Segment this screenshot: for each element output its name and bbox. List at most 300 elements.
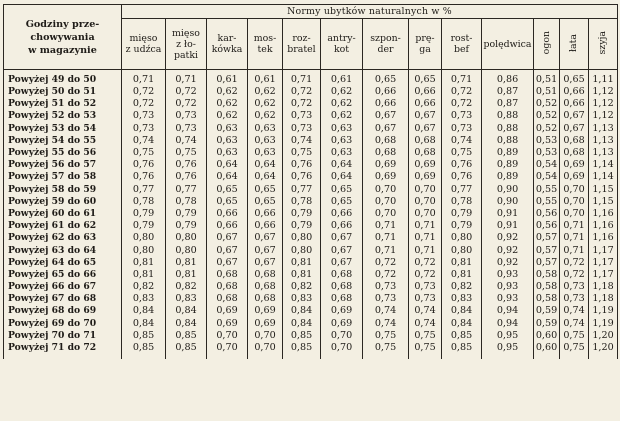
table-cell: 0,65 bbox=[321, 196, 363, 208]
table-row bbox=[4, 86, 618, 98]
table-cell: 0,61 bbox=[207, 70, 248, 87]
table-row bbox=[4, 70, 618, 87]
table-cell: 0,89 bbox=[482, 171, 534, 183]
table-row bbox=[4, 318, 618, 330]
table-cell: 1,14 bbox=[589, 159, 618, 171]
table-cell: 0,71 bbox=[409, 232, 442, 244]
table-cell: 0,63 bbox=[207, 135, 248, 147]
table-cell: 0,79 bbox=[442, 220, 482, 232]
table-row bbox=[4, 232, 618, 244]
table-cell: 0,69 bbox=[363, 171, 409, 183]
table-cell: 0,75 bbox=[363, 342, 409, 359]
table-cell: 0,79 bbox=[442, 208, 482, 220]
table-cell: 1,18 bbox=[589, 281, 618, 293]
table-row bbox=[4, 123, 618, 135]
table-cell: 0,68 bbox=[248, 269, 283, 281]
table-cell: 0,67 bbox=[207, 232, 248, 244]
table-cell: 0,85 bbox=[122, 342, 166, 359]
table-cell: 0,74 bbox=[560, 305, 589, 317]
column-header: antry- kot bbox=[321, 19, 363, 70]
table-cell: 0,52 bbox=[534, 98, 560, 110]
table-cell: 1,16 bbox=[589, 232, 618, 244]
table-row bbox=[4, 171, 618, 183]
table-header bbox=[4, 5, 618, 70]
table-cell: 1,13 bbox=[589, 123, 618, 135]
table-row bbox=[4, 269, 618, 281]
table-cell: 0,80 bbox=[442, 244, 482, 256]
table-cell: 0,58 bbox=[534, 269, 560, 281]
table-cell: 0,76 bbox=[283, 171, 321, 183]
table-cell: 0,73 bbox=[560, 281, 589, 293]
row-label: Powyżej 59 do 60 bbox=[4, 196, 122, 208]
table-row bbox=[4, 147, 618, 159]
table-cell: 0,72 bbox=[283, 86, 321, 98]
table-cell: 0,59 bbox=[534, 305, 560, 317]
row-label: Powyżej 58 do 59 bbox=[4, 184, 122, 196]
table-cell: 0,85 bbox=[442, 330, 482, 342]
table-cell: 0,70 bbox=[321, 342, 363, 359]
table-cell: 1,19 bbox=[589, 318, 618, 330]
table-cell: 0,68 bbox=[248, 293, 283, 305]
table-cell: 1,20 bbox=[589, 330, 618, 342]
table-cell: 0,63 bbox=[207, 147, 248, 159]
table-cell: 0,65 bbox=[363, 70, 409, 87]
table-cell: 0,52 bbox=[534, 110, 560, 122]
table-cell: 0,62 bbox=[321, 86, 363, 98]
table-cell: 0,83 bbox=[122, 293, 166, 305]
table-cell: 0,66 bbox=[560, 86, 589, 98]
row-label: Powyżej 56 do 57 bbox=[4, 159, 122, 171]
table-cell: 0,75 bbox=[409, 342, 442, 359]
row-label: Powyżej 50 do 51 bbox=[4, 86, 122, 98]
table-cell: 0,90 bbox=[482, 184, 534, 196]
table-cell: 1,16 bbox=[589, 220, 618, 232]
table-cell: 0,71 bbox=[363, 244, 409, 256]
column-header bbox=[589, 19, 618, 70]
table-body bbox=[4, 70, 618, 360]
table-cell: 0,64 bbox=[321, 159, 363, 171]
table-cell: 0,72 bbox=[122, 98, 166, 110]
table-cell: 1,12 bbox=[589, 110, 618, 122]
table-cell: 0,61 bbox=[248, 70, 283, 87]
table-cell: 0,62 bbox=[207, 98, 248, 110]
row-label-header: Godziny prze- chowywania w magazynie bbox=[4, 5, 122, 70]
table-cell: 0,73 bbox=[122, 110, 166, 122]
header-row-group bbox=[4, 5, 618, 19]
table-cell: 0,72 bbox=[560, 269, 589, 281]
column-header: kar- kówka bbox=[207, 19, 248, 70]
row-label: Powyżej 57 do 58 bbox=[4, 171, 122, 183]
table-cell: 0,72 bbox=[166, 86, 207, 98]
table-cell: 0,67 bbox=[560, 110, 589, 122]
table-cell: 0,61 bbox=[321, 70, 363, 87]
table-cell: 0,62 bbox=[248, 110, 283, 122]
table-cell: 0,72 bbox=[363, 257, 409, 269]
table-cell: 0,55 bbox=[534, 184, 560, 196]
table-cell: 0,53 bbox=[534, 135, 560, 147]
table-cell: 0,63 bbox=[321, 147, 363, 159]
table-cell: 0,80 bbox=[283, 244, 321, 256]
table-cell: 1,11 bbox=[589, 70, 618, 87]
table-cell: 0,72 bbox=[442, 98, 482, 110]
table-cell: 0,73 bbox=[283, 110, 321, 122]
group-title-header: Normy ubytków naturalnych w % bbox=[122, 5, 618, 19]
table-cell: 0,84 bbox=[283, 305, 321, 317]
row-label: Powyżej 69 do 70 bbox=[4, 318, 122, 330]
table-cell: 0,88 bbox=[482, 135, 534, 147]
table-cell: 0,84 bbox=[166, 318, 207, 330]
table-cell: 0,71 bbox=[409, 244, 442, 256]
table-cell: 0,60 bbox=[534, 342, 560, 359]
table-cell: 0,77 bbox=[166, 184, 207, 196]
table-cell: 0,81 bbox=[166, 257, 207, 269]
table-cell: 0,65 bbox=[207, 196, 248, 208]
table-cell: 0,81 bbox=[283, 257, 321, 269]
table-cell: 0,72 bbox=[409, 257, 442, 269]
table-cell: 0,75 bbox=[283, 147, 321, 159]
table-cell: 1,17 bbox=[589, 244, 618, 256]
column-header: polędwica bbox=[482, 19, 534, 70]
column-header-label: szyja bbox=[597, 30, 608, 55]
table-cell: 0,65 bbox=[560, 70, 589, 87]
table-cell: 0,80 bbox=[283, 232, 321, 244]
table-cell: 0,92 bbox=[482, 244, 534, 256]
table-cell: 0,79 bbox=[283, 208, 321, 220]
table-row bbox=[4, 257, 618, 269]
table-cell: 0,75 bbox=[442, 147, 482, 159]
row-label: Powyżej 71 do 72 bbox=[4, 342, 122, 359]
table-cell: 1,12 bbox=[589, 98, 618, 110]
table-cell: 0,74 bbox=[363, 305, 409, 317]
table-cell: 0,69 bbox=[248, 318, 283, 330]
table-cell: 0,78 bbox=[442, 196, 482, 208]
table-cell: 1,12 bbox=[589, 86, 618, 98]
table-cell: 0,73 bbox=[363, 281, 409, 293]
table-cell: 0,82 bbox=[283, 281, 321, 293]
column-header: prę- ga bbox=[409, 19, 442, 70]
table-cell: 0,85 bbox=[122, 330, 166, 342]
table-cell: 0,62 bbox=[321, 110, 363, 122]
table-cell: 0,95 bbox=[482, 342, 534, 359]
table-cell: 0,68 bbox=[363, 135, 409, 147]
table-cell: 0,76 bbox=[166, 171, 207, 183]
column-header: mięso z udźca bbox=[122, 19, 166, 70]
table-cell: 0,80 bbox=[122, 232, 166, 244]
table-cell: 0,82 bbox=[122, 281, 166, 293]
table-cell: 0,95 bbox=[482, 330, 534, 342]
table-cell: 0,94 bbox=[482, 305, 534, 317]
table-cell: 1,13 bbox=[589, 135, 618, 147]
table-cell: 0,70 bbox=[560, 208, 589, 220]
table-cell: 0,82 bbox=[166, 281, 207, 293]
table-cell: 0,62 bbox=[207, 110, 248, 122]
table-cell: 0,66 bbox=[363, 86, 409, 98]
table-cell: 0,73 bbox=[363, 293, 409, 305]
table-cell: 0,79 bbox=[122, 220, 166, 232]
table-cell: 0,54 bbox=[534, 159, 560, 171]
table-cell: 0,74 bbox=[122, 135, 166, 147]
table-cell: 1,18 bbox=[589, 293, 618, 305]
table-cell: 0,67 bbox=[248, 257, 283, 269]
row-label: Powyżej 63 do 64 bbox=[4, 244, 122, 256]
table-cell: 0,93 bbox=[482, 269, 534, 281]
table-cell: 0,70 bbox=[409, 184, 442, 196]
table-cell: 0,69 bbox=[409, 159, 442, 171]
table-cell: 0,68 bbox=[207, 281, 248, 293]
table-cell: 0,69 bbox=[321, 305, 363, 317]
table-cell: 0,77 bbox=[442, 184, 482, 196]
table-cell: 0,55 bbox=[534, 196, 560, 208]
table-row bbox=[4, 281, 618, 293]
table-row bbox=[4, 208, 618, 220]
table-cell: 0,82 bbox=[442, 281, 482, 293]
column-header: mięso z ło- patki bbox=[166, 19, 207, 70]
table-cell: 0,74 bbox=[363, 318, 409, 330]
table-cell: 0,74 bbox=[442, 135, 482, 147]
table-cell: 0,54 bbox=[534, 171, 560, 183]
table-cell: 0,67 bbox=[321, 257, 363, 269]
table-cell: 0,57 bbox=[534, 244, 560, 256]
table-cell: 0,68 bbox=[363, 147, 409, 159]
table-cell: 0,75 bbox=[363, 330, 409, 342]
table-cell: 0,73 bbox=[442, 110, 482, 122]
table-cell: 0,70 bbox=[248, 330, 283, 342]
table-cell: 0,65 bbox=[321, 184, 363, 196]
table-cell: 0,67 bbox=[321, 244, 363, 256]
row-label: Powyżej 49 do 50 bbox=[4, 70, 122, 87]
table-cell: 0,85 bbox=[166, 330, 207, 342]
table-cell: 0,89 bbox=[482, 159, 534, 171]
table-cell: 1,17 bbox=[589, 257, 618, 269]
table-cell: 0,62 bbox=[321, 98, 363, 110]
table-cell: 0,79 bbox=[166, 208, 207, 220]
table-cell: 0,71 bbox=[560, 220, 589, 232]
table-cell: 0,70 bbox=[321, 330, 363, 342]
table-cell: 0,71 bbox=[283, 70, 321, 87]
table-row bbox=[4, 330, 618, 342]
table-cell: 0,75 bbox=[409, 330, 442, 342]
table-cell: 0,53 bbox=[534, 147, 560, 159]
table-cell: 0,68 bbox=[321, 269, 363, 281]
table-cell: 0,81 bbox=[442, 269, 482, 281]
table-cell: 0,85 bbox=[283, 330, 321, 342]
table-cell: 0,70 bbox=[363, 208, 409, 220]
table-cell: 0,79 bbox=[283, 220, 321, 232]
table-cell: 0,80 bbox=[166, 232, 207, 244]
table-cell: 0,60 bbox=[534, 330, 560, 342]
table-cell: 0,75 bbox=[166, 147, 207, 159]
table-cell: 0,69 bbox=[207, 305, 248, 317]
table-cell: 0,62 bbox=[248, 86, 283, 98]
table-cell: 0,84 bbox=[442, 318, 482, 330]
column-header: szpon- der bbox=[363, 19, 409, 70]
table-cell: 0,73 bbox=[409, 281, 442, 293]
table-cell: 0,66 bbox=[248, 220, 283, 232]
table-cell: 0,83 bbox=[166, 293, 207, 305]
table-cell: 0,65 bbox=[248, 184, 283, 196]
table-cell: 1,19 bbox=[589, 305, 618, 317]
table-cell: 0,74 bbox=[283, 135, 321, 147]
table-cell: 0,71 bbox=[363, 220, 409, 232]
table-cell: 0,69 bbox=[560, 159, 589, 171]
table-cell: 0,64 bbox=[207, 159, 248, 171]
table-cell: 0,57 bbox=[534, 232, 560, 244]
table-cell: 0,71 bbox=[442, 70, 482, 87]
table-cell: 0,70 bbox=[207, 342, 248, 359]
table-cell: 0,74 bbox=[409, 305, 442, 317]
table-cell: 0,70 bbox=[363, 196, 409, 208]
table-cell: 0,72 bbox=[442, 86, 482, 98]
table-row bbox=[4, 342, 618, 359]
table-cell: 0,65 bbox=[207, 184, 248, 196]
table-cell: 0,84 bbox=[122, 318, 166, 330]
table-cell: 0,70 bbox=[363, 184, 409, 196]
table-cell: 0,72 bbox=[409, 269, 442, 281]
table-cell: 0,67 bbox=[321, 232, 363, 244]
table-cell: 0,62 bbox=[248, 98, 283, 110]
table-cell: 0,77 bbox=[283, 184, 321, 196]
row-label: Powyżej 55 do 56 bbox=[4, 147, 122, 159]
table-cell: 0,62 bbox=[207, 86, 248, 98]
table-cell: 0,71 bbox=[409, 220, 442, 232]
table-row bbox=[4, 184, 618, 196]
table-cell: 0,77 bbox=[122, 184, 166, 196]
table-cell: 0,93 bbox=[482, 293, 534, 305]
table-cell: 0,72 bbox=[122, 86, 166, 98]
table-cell: 0,84 bbox=[283, 318, 321, 330]
table-cell: 0,78 bbox=[166, 196, 207, 208]
table-cell: 0,67 bbox=[207, 244, 248, 256]
table-cell: 0,87 bbox=[482, 86, 534, 98]
table-cell: 0,63 bbox=[248, 147, 283, 159]
table-cell: 0,75 bbox=[560, 342, 589, 359]
table-cell: 0,70 bbox=[207, 330, 248, 342]
table-cell: 0,70 bbox=[409, 196, 442, 208]
table-cell: 0,69 bbox=[363, 159, 409, 171]
table-cell: 0,70 bbox=[560, 196, 589, 208]
table-cell: 0,86 bbox=[482, 70, 534, 87]
table-cell: 0,66 bbox=[409, 86, 442, 98]
table-cell: 0,63 bbox=[248, 123, 283, 135]
table-cell: 0,85 bbox=[166, 342, 207, 359]
table-cell: 0,56 bbox=[534, 208, 560, 220]
table-cell: 0,83 bbox=[442, 293, 482, 305]
table-cell: 0,80 bbox=[442, 232, 482, 244]
table-cell: 0,72 bbox=[363, 269, 409, 281]
table-cell: 0,80 bbox=[122, 244, 166, 256]
row-label: Powyżej 62 do 63 bbox=[4, 232, 122, 244]
column-header bbox=[534, 19, 560, 70]
row-label: Powyżej 70 do 71 bbox=[4, 330, 122, 342]
table-row bbox=[4, 244, 618, 256]
table-cell: 0,68 bbox=[248, 281, 283, 293]
table-cell: 1,14 bbox=[589, 171, 618, 183]
table-cell: 0,73 bbox=[442, 123, 482, 135]
table-cell: 0,67 bbox=[207, 257, 248, 269]
table-cell: 0,68 bbox=[321, 281, 363, 293]
table-cell: 0,88 bbox=[482, 110, 534, 122]
table-cell: 0,67 bbox=[560, 123, 589, 135]
table-cell: 0,91 bbox=[482, 220, 534, 232]
table-cell: 0,68 bbox=[409, 147, 442, 159]
loss-norms-table bbox=[3, 4, 618, 359]
table-cell: 0,89 bbox=[482, 147, 534, 159]
table-cell: 1,15 bbox=[589, 196, 618, 208]
table-cell: 0,68 bbox=[207, 269, 248, 281]
table-cell: 0,67 bbox=[248, 244, 283, 256]
table-cell: 0,64 bbox=[321, 171, 363, 183]
table-cell: 0,85 bbox=[283, 342, 321, 359]
table-cell: 0,81 bbox=[122, 257, 166, 269]
table-cell: 0,64 bbox=[248, 171, 283, 183]
table-cell: 0,75 bbox=[122, 147, 166, 159]
table-cell: 0,81 bbox=[442, 257, 482, 269]
table-cell: 0,76 bbox=[442, 159, 482, 171]
table-cell: 0,70 bbox=[409, 208, 442, 220]
table-cell: 0,74 bbox=[409, 318, 442, 330]
table-cell: 0,68 bbox=[321, 293, 363, 305]
row-label: Powyżej 68 do 69 bbox=[4, 305, 122, 317]
table-cell: 0,78 bbox=[122, 196, 166, 208]
table-cell: 0,73 bbox=[166, 110, 207, 122]
table-cell: 1,16 bbox=[589, 208, 618, 220]
table-cell: 0,56 bbox=[534, 220, 560, 232]
table-cell: 0,63 bbox=[248, 135, 283, 147]
table-cell: 0,66 bbox=[248, 208, 283, 220]
table-row bbox=[4, 220, 618, 232]
table-cell: 0,59 bbox=[534, 318, 560, 330]
row-label: Powyżej 61 do 62 bbox=[4, 220, 122, 232]
table-cell: 0,67 bbox=[409, 123, 442, 135]
table-cell: 0,64 bbox=[207, 171, 248, 183]
column-header: rost- bef bbox=[442, 19, 482, 70]
table-cell: 0,73 bbox=[409, 293, 442, 305]
table-cell: 0,81 bbox=[122, 269, 166, 281]
table-cell: 0,73 bbox=[166, 123, 207, 135]
table-row bbox=[4, 159, 618, 171]
column-header-label: łata bbox=[568, 33, 579, 52]
table-cell: 0,71 bbox=[166, 70, 207, 87]
table-cell: 0,71 bbox=[122, 70, 166, 87]
table-cell: 0,83 bbox=[283, 293, 321, 305]
table-cell: 0,79 bbox=[122, 208, 166, 220]
table-cell: 0,66 bbox=[363, 98, 409, 110]
column-header: roz- bratel bbox=[283, 19, 321, 70]
table-cell: 0,69 bbox=[409, 171, 442, 183]
table-cell: 0,76 bbox=[122, 171, 166, 183]
table-cell: 0,68 bbox=[207, 293, 248, 305]
table-cell: 0,72 bbox=[560, 257, 589, 269]
column-header bbox=[560, 19, 589, 70]
table-cell: 0,90 bbox=[482, 196, 534, 208]
table-cell: 0,69 bbox=[560, 171, 589, 183]
table-cell: 1,17 bbox=[589, 269, 618, 281]
row-label: Powyżej 53 do 54 bbox=[4, 123, 122, 135]
table-cell: 0,84 bbox=[122, 305, 166, 317]
table-cell: 0,73 bbox=[122, 123, 166, 135]
row-label: Powyżej 60 do 61 bbox=[4, 208, 122, 220]
table-cell: 0,51 bbox=[534, 70, 560, 87]
table-cell: 0,65 bbox=[409, 70, 442, 87]
column-header: mos- tek bbox=[248, 19, 283, 70]
table-cell: 0,58 bbox=[534, 281, 560, 293]
table-cell: 0,88 bbox=[482, 123, 534, 135]
table-cell: 0,91 bbox=[482, 208, 534, 220]
row-label: Powyżej 52 do 53 bbox=[4, 110, 122, 122]
table-cell: 0,63 bbox=[321, 135, 363, 147]
table-cell: 1,20 bbox=[589, 342, 618, 359]
table-cell: 0,67 bbox=[409, 110, 442, 122]
